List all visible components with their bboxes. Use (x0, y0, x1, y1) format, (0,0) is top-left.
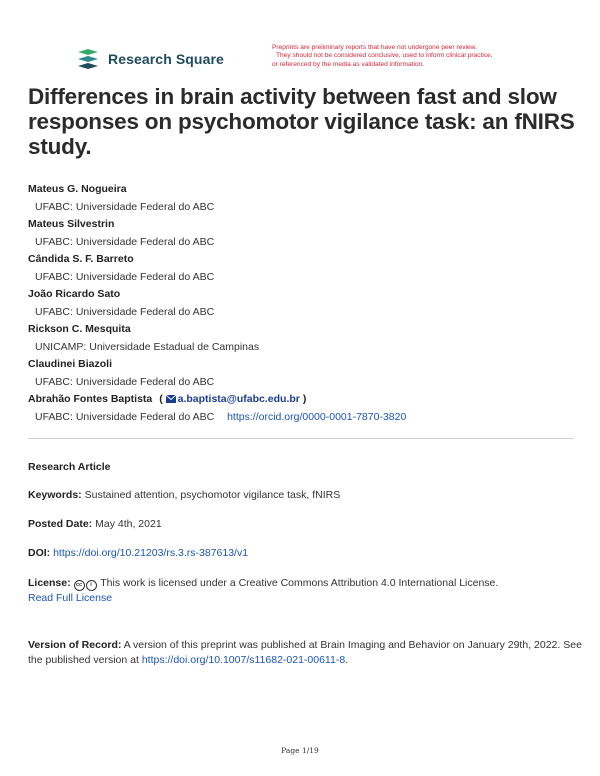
version-of-record-end: . (345, 654, 349, 666)
author-affiliation: UFABC: Universidade Federal do ABC (35, 410, 215, 423)
posted-date-value: May 4th, 2021 (95, 518, 162, 530)
author-affiliation: UFABC: Universidade Federal do ABC (35, 200, 215, 213)
section-divider (28, 438, 574, 439)
author-affiliation: UFABC: Universidade Federal do ABC (35, 235, 215, 248)
by-icon: i (86, 580, 97, 591)
doi-link[interactable]: https://doi.org/10.21203/rs.3.rs-387613/v1 (53, 547, 249, 559)
close-paren: ) (302, 393, 307, 405)
license-text: This work is licensed under a Creative Commons Attribution 4.0 International License. (100, 577, 499, 589)
author-name: Rickson C. Mesquita (28, 323, 131, 335)
author-name: João Ricardo Sato (28, 288, 121, 300)
disclaimer-line: Preprints are preliminary reports that have not undergone peer review. (272, 44, 477, 51)
read-full-license-link[interactable]: Read Full License (28, 592, 113, 604)
author-affiliation: UFABC: Universidade Federal do ABC (35, 305, 215, 318)
email-link[interactable] (166, 393, 303, 405)
posted-date-row (28, 517, 588, 532)
author-name: Mateus Silvestrin (28, 218, 115, 230)
article-type-value: Research Article (28, 461, 111, 473)
preprint-disclaimer (272, 44, 532, 69)
version-of-record-text: A version of this preprint was published at Brain Imaging and Behavior on January 29th, 2022. See the published version at (28, 639, 582, 666)
disclaimer-line: or referenced by the media as validated information. (272, 60, 425, 68)
research-square-logo-icon (76, 48, 100, 70)
corresponding-author-affiliation-row (28, 409, 588, 427)
version-of-record-label: Version of Record: (28, 639, 122, 651)
page-number: Page 1/19 (281, 746, 319, 755)
orcid-link[interactable]: https://orcid.org/0000-0001-7870-3820 (227, 410, 407, 423)
license-row (28, 576, 588, 606)
disclaimer-line: They should not be considered conclusive, used to inform clinical practice, (276, 52, 493, 60)
author-affiliation: UNICAMP: Universidade Estadual de Campinas (35, 340, 260, 353)
paper-title: Differences in brain activity between fast and slow responses on psychomotor vigilance task: an fNIRS study. (28, 84, 575, 159)
author-name: Cândida S. F. Barreto (28, 253, 134, 265)
envelope-icon (166, 395, 176, 403)
version-of-record (28, 638, 588, 668)
author-affiliation: UFABC: Universidade Federal do ABC (35, 270, 215, 283)
article-type (28, 460, 588, 475)
license-label: License: (28, 577, 71, 589)
email-address: a.baptista@ufabc.edu.br (177, 393, 300, 405)
corresponding-author-name: Abrahão Fontes Baptista (28, 393, 153, 405)
keywords-row (28, 488, 588, 503)
research-square-logo[interactable] (76, 48, 224, 70)
author-affiliation: UFABC: Universidade Federal do ABC (35, 375, 215, 388)
keywords-label: Keywords: (28, 489, 82, 501)
corresponding-author (28, 391, 588, 409)
published-version-link[interactable]: https://doi.org/10.1007/s11682-021-00611-8 (141, 654, 346, 666)
doi-row (28, 546, 588, 561)
doi-label: DOI: (28, 547, 51, 559)
author-name: Mateus G. Nogueira (28, 183, 127, 195)
cc-icon: cc (74, 580, 85, 591)
keywords-value: Sustained attention, psychomotor vigilance task, fNIRS (84, 489, 341, 501)
open-paren: ( (159, 393, 163, 405)
brand-name: Research Square (108, 51, 224, 67)
posted-date-label: Posted Date: (28, 518, 93, 530)
author-name: Claudinei Biazoli (28, 358, 113, 370)
author-list (28, 181, 588, 426)
